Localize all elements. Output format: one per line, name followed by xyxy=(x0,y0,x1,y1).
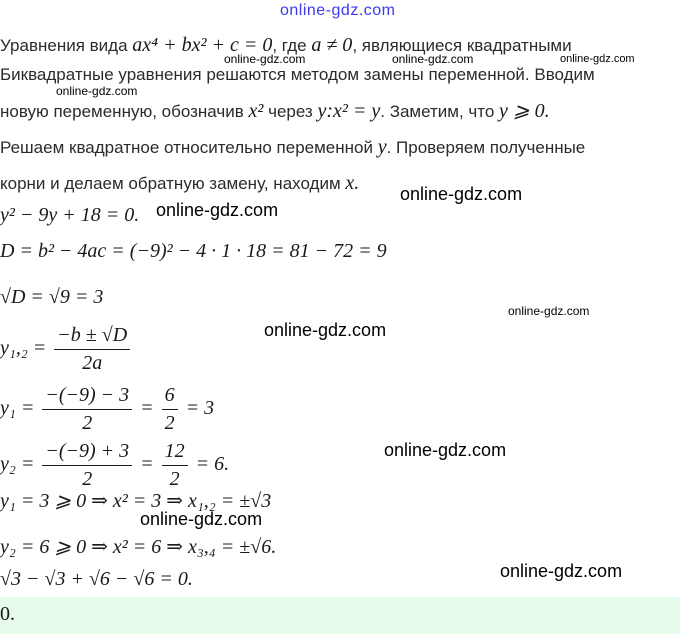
watermark-large: online-gdz.com xyxy=(384,440,507,460)
watermark-large: online-gdz.com xyxy=(264,320,387,340)
y2-denominator-2: 2 xyxy=(169,468,180,490)
line3-note: . Заметим, что xyxy=(380,102,500,121)
answer-value: 0. xyxy=(0,603,15,625)
roots-denominator: 2a xyxy=(82,352,103,374)
line5-prefix: корни и делаем обратную замену, находим xyxy=(0,174,346,193)
equation-quadratic: y² − 9y + 18 = 0. xyxy=(0,204,140,226)
var-x: x. xyxy=(345,172,360,194)
equation-y2 xyxy=(0,440,229,491)
y2-fraction-2 xyxy=(162,440,188,491)
line4-prefix: Решаем квадратное относительно переменной xyxy=(0,138,378,157)
y1-denominator-2: 2 xyxy=(164,412,175,434)
y2-result: = 6. xyxy=(195,453,230,476)
line3-prefix: новую переменную, обозначив xyxy=(0,102,249,121)
watermark-large: online-gdz.com xyxy=(400,184,523,204)
equation-discriminant: D = b² − 4ac = (−9)² − 4 · 1 · 18 = 81 − 72 = 9 xyxy=(0,240,387,262)
watermark-small: online-gdz.com xyxy=(56,84,138,98)
watermark-small: online-gdz.com xyxy=(392,52,474,66)
watermark-small: online-gdz.com xyxy=(560,53,635,65)
roots-fraction xyxy=(54,324,130,375)
line1-prefix: Уравнения вида xyxy=(0,36,133,55)
y1-fraction-2 xyxy=(162,384,178,435)
y1-denominator: 2 xyxy=(82,412,93,434)
y-colon: y: xyxy=(317,100,333,122)
equation-roots-sum: √3 − √3 + √6 − √6 = 0. xyxy=(0,568,193,590)
y2-numerator: −(−9) + 3 xyxy=(42,440,132,466)
line3-via: через xyxy=(263,102,318,121)
y2-eq: = xyxy=(140,453,154,476)
answer-box xyxy=(0,597,680,634)
text-line-3 xyxy=(0,98,550,123)
roots-numerator: −b ± √D xyxy=(54,324,130,350)
text-line-4 xyxy=(0,136,585,159)
y-nonneg: y ⩾ 0. xyxy=(499,100,550,122)
y2-fraction xyxy=(42,440,132,491)
y1-numerator: −(−9) − 3 xyxy=(42,384,132,410)
equation-y1 xyxy=(0,384,214,435)
text-line-2: Биквадратные уравнения решаются методом замены переменной. Вводим xyxy=(0,65,595,84)
equation-y2-substitution: y₂ = 6 ⩾ 0 ⇒ x² = 6 ⇒ x₃,₄ = ±√6. xyxy=(0,536,277,558)
watermark-small: online-gdz.com xyxy=(508,304,590,318)
equation-y1-substitution: y₁ = 3 ⩾ 0 ⇒ x² = 3 ⇒ x₁,₂ = ±√3 xyxy=(0,490,272,512)
y1-eq: = xyxy=(140,397,154,420)
a-not-zero: a ≠ 0 xyxy=(311,34,353,56)
y2-denominator: 2 xyxy=(82,468,93,490)
watermark-top: online-gdz.com xyxy=(280,2,396,19)
equation-roots-formula xyxy=(0,324,133,375)
x-squared: x² xyxy=(248,100,264,122)
text-line-5 xyxy=(0,172,359,195)
watermark-large: online-gdz.com xyxy=(500,561,623,581)
substitution: x² = y xyxy=(333,100,381,122)
y1-lhs: y₁ = xyxy=(0,397,35,420)
watermark-large: online-gdz.com xyxy=(156,200,279,220)
line4-suffix: . Проверяем полученные xyxy=(386,138,586,157)
var-y: y xyxy=(377,136,387,158)
watermark-small: online-gdz.com xyxy=(224,52,306,66)
watermark-large: online-gdz.com xyxy=(140,509,263,529)
y2-lhs: y₂ = xyxy=(0,453,35,476)
line1-mid: , где xyxy=(272,36,312,55)
y1-result: = 3 xyxy=(185,397,215,420)
y1-fraction xyxy=(42,384,132,435)
y1-numerator-2: 6 xyxy=(162,384,178,410)
y2-numerator-2: 12 xyxy=(162,440,188,466)
equation-sqrt-d: √D = √9 = 3 xyxy=(0,286,104,308)
line1-suffix: , являющиеся квадратными xyxy=(352,36,572,55)
general-equation: ax⁴ + bx² + c = 0 xyxy=(132,34,273,56)
roots-lhs: y₁,₂ = xyxy=(0,337,47,360)
